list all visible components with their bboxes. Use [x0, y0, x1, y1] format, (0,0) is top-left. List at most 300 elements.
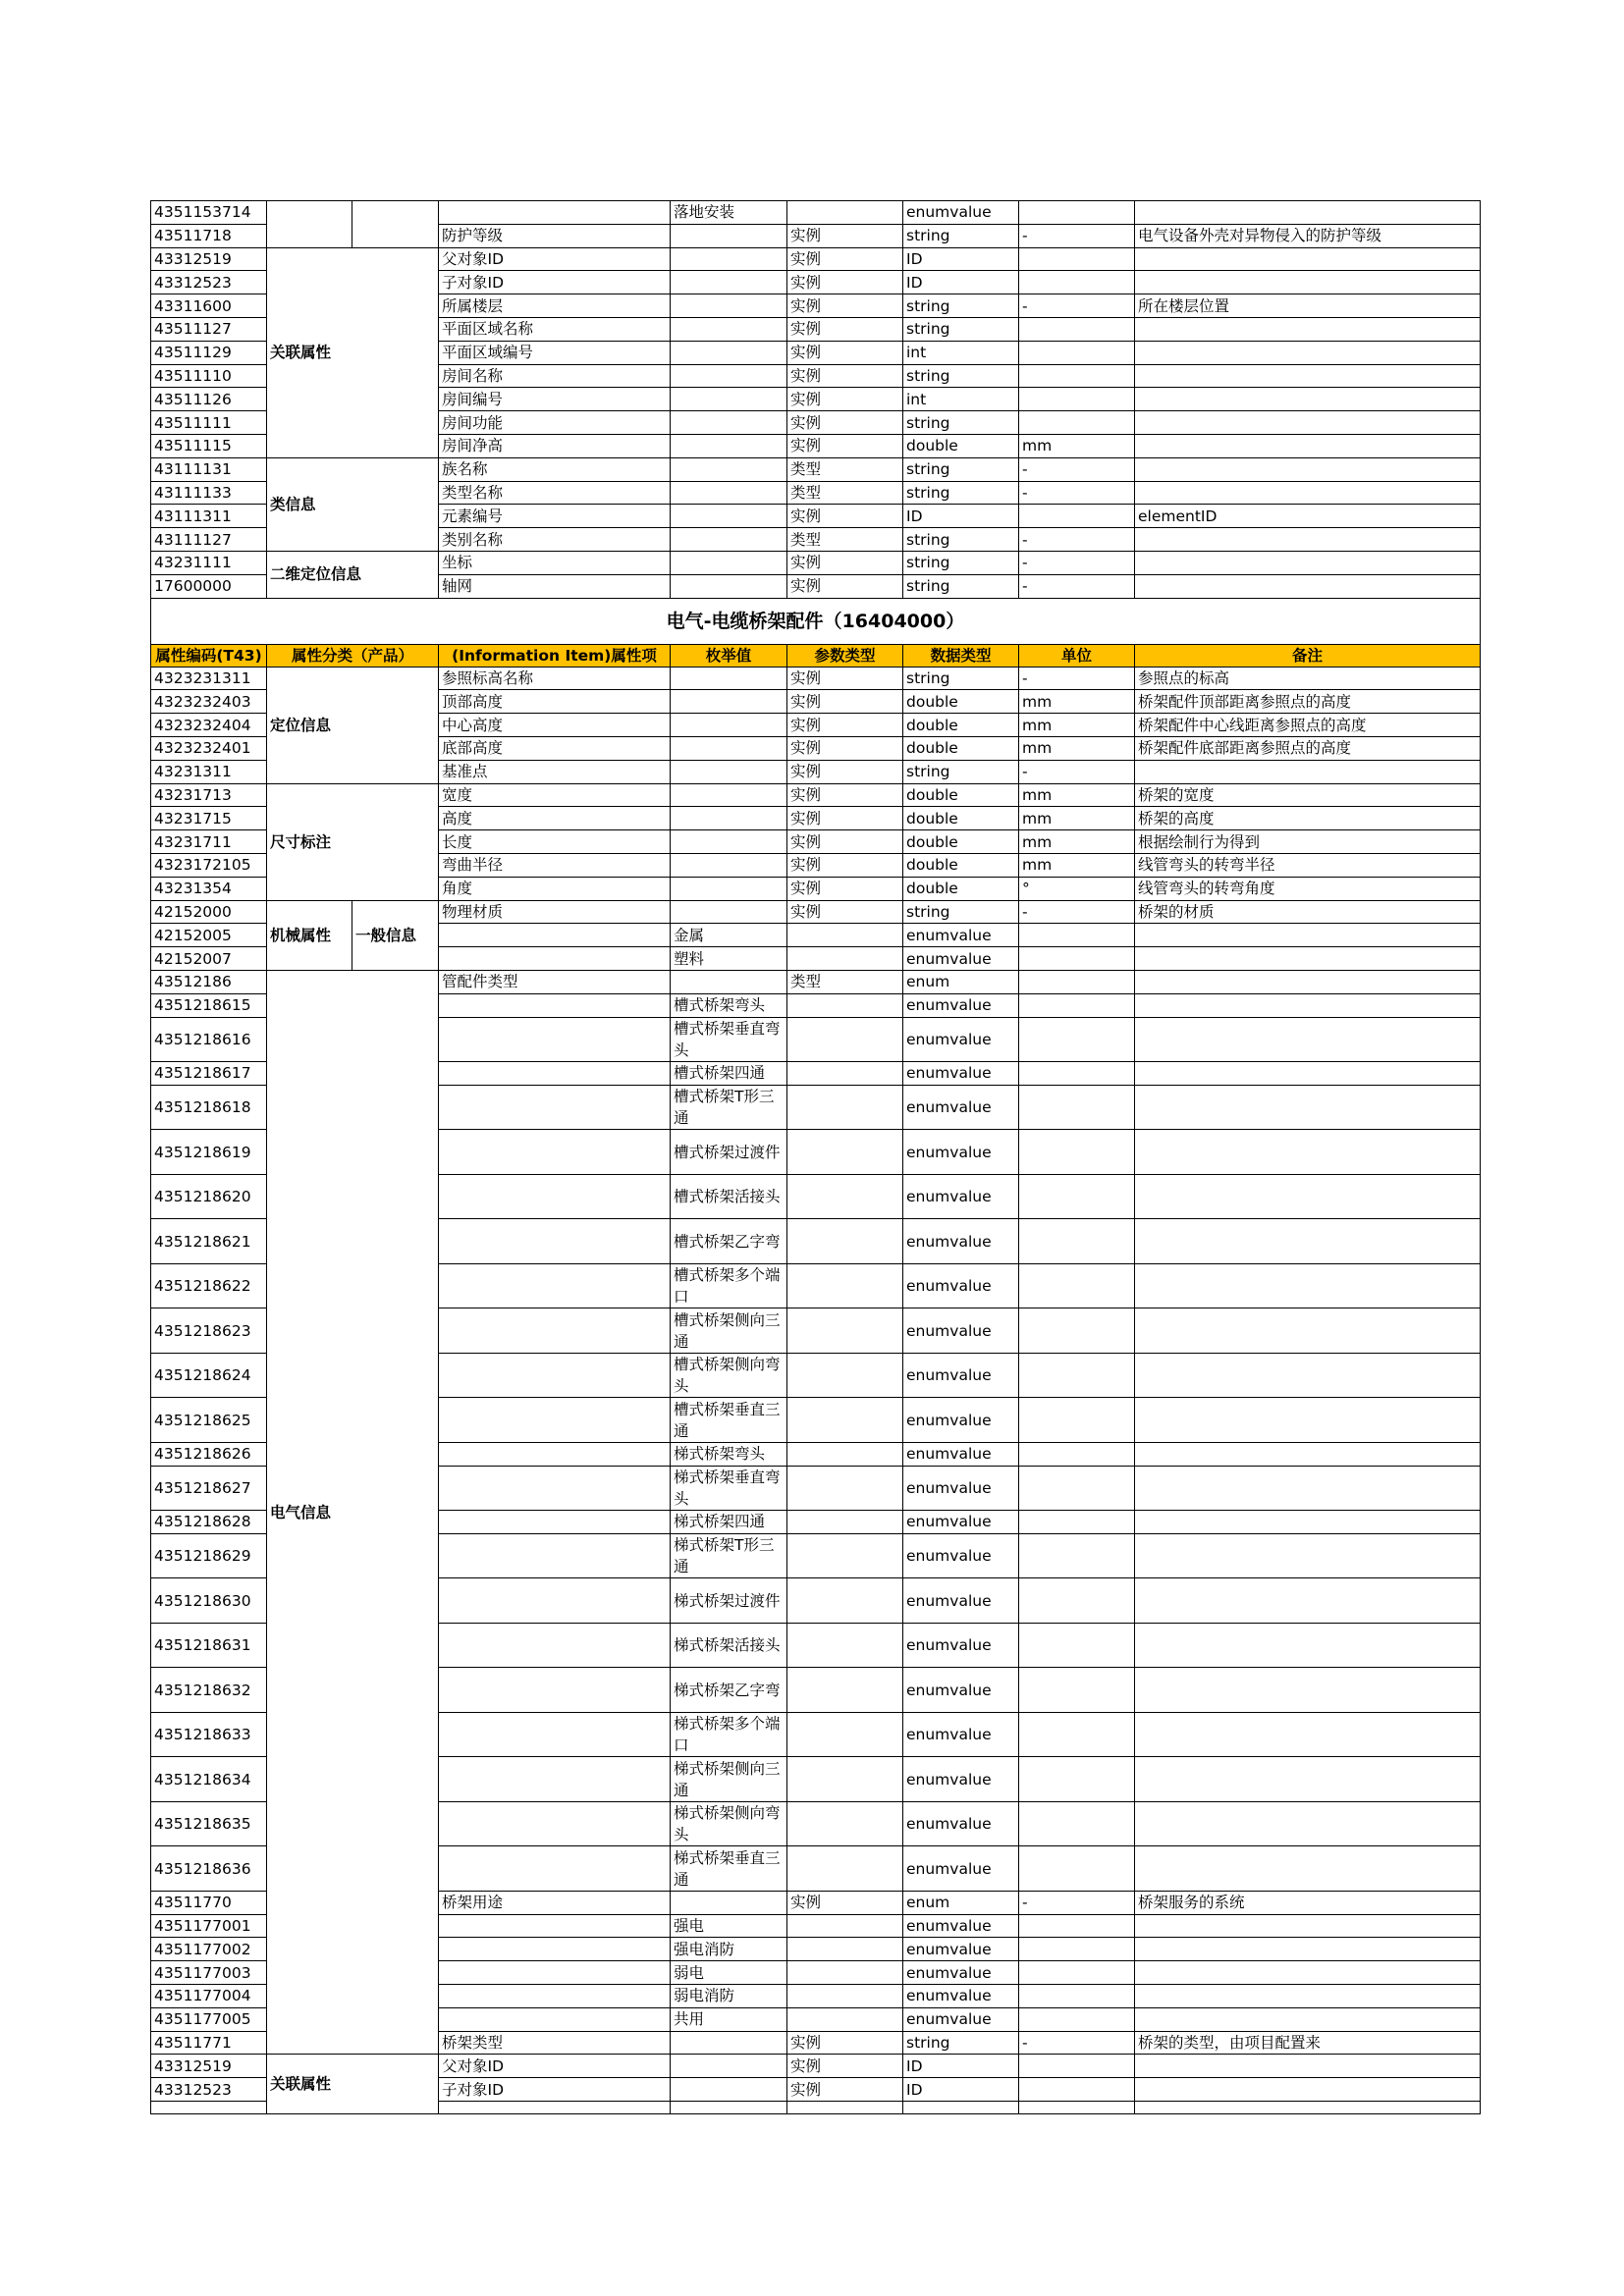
data-type-cell: enumvalue: [903, 1578, 1019, 1624]
code-cell: 4351177002: [151, 1938, 267, 1961]
remark-cell: [1135, 993, 1481, 1017]
param-type-cell: [787, 1219, 903, 1264]
remark-cell: 线管弯头的转弯角度: [1135, 877, 1481, 900]
remark-cell: [1135, 411, 1481, 435]
code-cell: 43111127: [151, 528, 267, 552]
code-cell: 4351218618: [151, 1085, 267, 1130]
data-type-cell: enumvalue: [903, 1712, 1019, 1757]
table-row: [151, 900, 1481, 924]
code-cell: 43311600: [151, 294, 267, 318]
remark-cell: [1135, 574, 1481, 598]
remark-cell: 桥架配件顶部距离参照点的高度: [1135, 690, 1481, 714]
data-type-cell: string: [903, 411, 1019, 435]
param-type-cell: [787, 1961, 903, 1985]
property-cell: [439, 1623, 671, 1668]
unit-cell: mm: [1019, 853, 1135, 877]
unit-cell: [1019, 247, 1135, 271]
property-cell: 角度: [439, 877, 671, 900]
property-cell: 长度: [439, 830, 671, 854]
enum-cell: 槽式桥架弯头: [671, 993, 787, 1017]
data-type-cell: enumvalue: [903, 1085, 1019, 1130]
param-type-cell: 实例: [787, 2055, 903, 2078]
table-row: [151, 2055, 1481, 2078]
attribute-table: [150, 200, 1481, 2114]
data-type-cell: string: [903, 574, 1019, 598]
code-cell: 43231713: [151, 783, 267, 807]
header-ptype: 参数类型: [787, 644, 903, 667]
empty-cell: [1019, 2102, 1135, 2114]
param-type-cell: 实例: [787, 364, 903, 388]
data-type-cell: enumvalue: [903, 993, 1019, 1017]
data-type-cell: enumvalue: [903, 1263, 1019, 1308]
param-type-cell: 实例: [787, 574, 903, 598]
property-cell: [439, 1085, 671, 1130]
enum-cell: [671, 574, 787, 598]
code-cell: 4351177004: [151, 1985, 267, 2008]
data-type-cell: enumvalue: [903, 1985, 1019, 2008]
property-cell: 中心高度: [439, 714, 671, 737]
param-type-cell: 实例: [787, 434, 903, 457]
property-cell: 底部高度: [439, 736, 671, 760]
enum-cell: 落地安装: [671, 201, 787, 225]
enum-cell: [671, 271, 787, 294]
remark-cell: [1135, 247, 1481, 271]
enum-cell: [671, 736, 787, 760]
param-type-cell: [787, 1757, 903, 1802]
property-cell: [439, 1914, 671, 1938]
enum-cell: [671, 388, 787, 411]
data-type-cell: int: [903, 341, 1019, 364]
code-cell: 4351218619: [151, 1130, 267, 1175]
remark-cell: [1135, 388, 1481, 411]
property-cell: [439, 1985, 671, 2008]
param-type-cell: [787, 1442, 903, 1466]
code-cell: 4351218630: [151, 1578, 267, 1624]
category-cell: 关联属性: [267, 247, 439, 457]
code-cell: 43231711: [151, 830, 267, 854]
code-cell: 4351177005: [151, 2007, 267, 2031]
property-cell: [439, 1511, 671, 1534]
property-cell: 高度: [439, 807, 671, 830]
unit-cell: [1019, 993, 1135, 1017]
unit-cell: [1019, 970, 1135, 993]
param-type-cell: [787, 1017, 903, 1062]
data-type-cell: enumvalue: [903, 1914, 1019, 1938]
data-type-cell: string: [903, 900, 1019, 924]
property-cell: 基准点: [439, 760, 671, 783]
code-cell: 43511111: [151, 411, 267, 435]
property-cell: [439, 924, 671, 947]
code-cell: 4351177003: [151, 1961, 267, 1985]
unit-cell: [1019, 1442, 1135, 1466]
data-type-cell: enumvalue: [903, 1017, 1019, 1062]
property-cell: 防护等级: [439, 224, 671, 247]
data-type-cell: enumvalue: [903, 1668, 1019, 1713]
property-cell: 轴网: [439, 574, 671, 598]
remark-cell: [1135, 1511, 1481, 1534]
code-cell: 4323232404: [151, 714, 267, 737]
remark-cell: [1135, 457, 1481, 481]
enum-cell: [671, 714, 787, 737]
property-cell: 管配件类型: [439, 970, 671, 993]
remark-cell: 桥架配件中心线距离参照点的高度: [1135, 714, 1481, 737]
code-cell: 4351218633: [151, 1712, 267, 1757]
property-cell: [439, 1668, 671, 1713]
remark-cell: 参照点的标高: [1135, 667, 1481, 690]
property-cell: 物理材质: [439, 900, 671, 924]
category-cell: 机械属性: [267, 900, 352, 970]
unit-cell: mm: [1019, 714, 1135, 737]
property-cell: [439, 1801, 671, 1846]
table-row: [151, 457, 1481, 481]
property-cell: 平面区域名称: [439, 317, 671, 341]
property-cell: [439, 1174, 671, 1219]
param-type-cell: 实例: [787, 271, 903, 294]
param-type-cell: [787, 947, 903, 971]
enum-cell: [671, 2078, 787, 2102]
remark-cell: [1135, 434, 1481, 457]
unit-cell: [1019, 1511, 1135, 1534]
property-cell: 类型名称: [439, 481, 671, 505]
param-type-cell: 类型: [787, 528, 903, 552]
unit-cell: -: [1019, 574, 1135, 598]
enum-cell: [671, 690, 787, 714]
param-type-cell: [787, 1062, 903, 1086]
param-type-cell: [787, 1353, 903, 1398]
remark-cell: [1135, 1174, 1481, 1219]
enum-cell: [671, 807, 787, 830]
category-cell: 一般信息: [352, 900, 439, 970]
unit-cell: [1019, 1533, 1135, 1578]
property-cell: [439, 1961, 671, 1985]
remark-cell: [1135, 1353, 1481, 1398]
data-type-cell: enumvalue: [903, 1353, 1019, 1398]
code-cell: 4351218636: [151, 1846, 267, 1892]
code-cell: 17600000: [151, 574, 267, 598]
enum-cell: 槽式桥架T形三通: [671, 1085, 787, 1130]
property-cell: [439, 1533, 671, 1578]
code-cell: 4351218622: [151, 1263, 267, 1308]
code-cell: 43111311: [151, 505, 267, 528]
code-cell: 43511127: [151, 317, 267, 341]
enum-cell: [671, 434, 787, 457]
code-cell: 4323232403: [151, 690, 267, 714]
property-cell: [439, 1263, 671, 1308]
unit-cell: [1019, 1263, 1135, 1308]
code-cell: 43511771: [151, 2031, 267, 2055]
remark-cell: [1135, 1846, 1481, 1892]
category-cell: 类信息: [267, 457, 439, 551]
category-cell: 二维定位信息: [267, 551, 439, 598]
param-type-cell: [787, 1533, 903, 1578]
remark-cell: [1135, 1442, 1481, 1466]
data-type-cell: ID: [903, 247, 1019, 271]
remark-cell: [1135, 1017, 1481, 1062]
subcategory-cell: [352, 201, 439, 248]
unit-cell: [1019, 2055, 1135, 2078]
property-cell: [439, 1219, 671, 1264]
unit-cell: mm: [1019, 783, 1135, 807]
data-type-cell: string: [903, 2031, 1019, 2055]
enum-cell: [671, 2031, 787, 2055]
property-cell: 所属楼层: [439, 294, 671, 318]
remark-cell: 桥架的材质: [1135, 900, 1481, 924]
data-type-cell: enumvalue: [903, 1757, 1019, 1802]
remark-cell: [1135, 341, 1481, 364]
param-type-cell: [787, 1174, 903, 1219]
table-row: [151, 201, 1481, 225]
remark-cell: [1135, 1263, 1481, 1308]
property-cell: [439, 1308, 671, 1354]
enum-cell: 强电消防: [671, 1938, 787, 1961]
data-type-cell: enumvalue: [903, 1846, 1019, 1892]
param-type-cell: [787, 201, 903, 225]
unit-cell: mm: [1019, 690, 1135, 714]
param-type-cell: [787, 1263, 903, 1308]
property-cell: [439, 1466, 671, 1511]
param-type-cell: 实例: [787, 760, 903, 783]
param-type-cell: 实例: [787, 341, 903, 364]
unit-cell: [1019, 1801, 1135, 1846]
param-type-cell: [787, 1668, 903, 1713]
code-cell: 43511126: [151, 388, 267, 411]
enum-cell: 共用: [671, 2007, 787, 2031]
remark-cell: [1135, 1130, 1481, 1175]
data-type-cell: ID: [903, 505, 1019, 528]
empty-cell: [787, 2102, 903, 2114]
data-type-cell: enumvalue: [903, 1398, 1019, 1443]
table-row: [151, 783, 1481, 807]
data-type-cell: ID: [903, 2055, 1019, 2078]
param-type-cell: [787, 1308, 903, 1354]
remark-cell: [1135, 760, 1481, 783]
code-cell: 4351218625: [151, 1398, 267, 1443]
unit-cell: °: [1019, 877, 1135, 900]
enum-cell: 槽式桥架过渡件: [671, 1130, 787, 1175]
enum-cell: [671, 247, 787, 271]
header-code: 属性编码(T43): [151, 644, 267, 667]
code-cell: 42152000: [151, 900, 267, 924]
property-cell: 房间净高: [439, 434, 671, 457]
property-cell: 类别名称: [439, 528, 671, 552]
code-cell: 43231354: [151, 877, 267, 900]
data-type-cell: double: [903, 736, 1019, 760]
enum-cell: 槽式桥架垂直三通: [671, 1398, 787, 1443]
enum-cell: 强电: [671, 1914, 787, 1938]
remark-cell: [1135, 1466, 1481, 1511]
enum-cell: 梯式桥架过渡件: [671, 1578, 787, 1624]
unit-cell: [1019, 505, 1135, 528]
data-type-cell: enumvalue: [903, 1308, 1019, 1354]
remark-cell: [1135, 1914, 1481, 1938]
param-type-cell: 实例: [787, 807, 903, 830]
data-type-cell: string: [903, 294, 1019, 318]
data-type-cell: int: [903, 388, 1019, 411]
data-type-cell: double: [903, 877, 1019, 900]
data-type-cell: enumvalue: [903, 1533, 1019, 1578]
remark-cell: 桥架的宽度: [1135, 783, 1481, 807]
property-cell: [439, 1062, 671, 1086]
param-type-cell: [787, 1801, 903, 1846]
remark-cell: [1135, 1085, 1481, 1130]
unit-cell: -: [1019, 760, 1135, 783]
remark-cell: [1135, 317, 1481, 341]
param-type-cell: [787, 1130, 903, 1175]
empty-cell: [903, 2102, 1019, 2114]
remark-cell: [1135, 364, 1481, 388]
data-type-cell: enumvalue: [903, 1219, 1019, 1264]
unit-cell: [1019, 411, 1135, 435]
unit-cell: -: [1019, 457, 1135, 481]
param-type-cell: [787, 1398, 903, 1443]
unit-cell: [1019, 1985, 1135, 2008]
param-type-cell: 实例: [787, 2031, 903, 2055]
enum-cell: 梯式桥架活接头: [671, 1623, 787, 1668]
unit-cell: [1019, 1623, 1135, 1668]
enum-cell: 金属: [671, 924, 787, 947]
remark-cell: 桥架的类型，由项目配置来: [1135, 2031, 1481, 2055]
remark-cell: [1135, 1757, 1481, 1802]
remark-cell: 桥架配件底部距离参照点的高度: [1135, 736, 1481, 760]
param-type-cell: 实例: [787, 877, 903, 900]
param-type-cell: 实例: [787, 388, 903, 411]
property-cell: 父对象ID: [439, 2055, 671, 2078]
property-cell: 子对象ID: [439, 271, 671, 294]
enum-cell: 槽式桥架垂直弯头: [671, 1017, 787, 1062]
enum-cell: [671, 341, 787, 364]
enum-cell: [671, 551, 787, 574]
unit-cell: [1019, 1466, 1135, 1511]
code-cell: 43231111: [151, 551, 267, 574]
data-type-cell: enumvalue: [903, 2007, 1019, 2031]
enum-cell: 梯式桥架侧向三通: [671, 1757, 787, 1802]
data-type-cell: string: [903, 481, 1019, 505]
data-type-cell: enum: [903, 970, 1019, 993]
code-cell: 43312523: [151, 2078, 267, 2102]
param-type-cell: 实例: [787, 783, 903, 807]
data-type-cell: ID: [903, 271, 1019, 294]
enum-cell: [671, 900, 787, 924]
data-type-cell: enumvalue: [903, 947, 1019, 971]
data-type-cell: enumvalue: [903, 1442, 1019, 1466]
param-type-cell: 实例: [787, 690, 903, 714]
unit-cell: [1019, 1668, 1135, 1713]
code-cell: 43511115: [151, 434, 267, 457]
data-type-cell: string: [903, 667, 1019, 690]
data-type-cell: double: [903, 690, 1019, 714]
code-cell: 4351218629: [151, 1533, 267, 1578]
unit-cell: [1019, 201, 1135, 225]
code-cell: 4351218617: [151, 1062, 267, 1086]
remark-cell: [1135, 1985, 1481, 2008]
enum-cell: 槽式桥架侧向三通: [671, 1308, 787, 1354]
table-row: [151, 551, 1481, 574]
data-type-cell: enumvalue: [903, 924, 1019, 947]
code-cell: 42152005: [151, 924, 267, 947]
property-cell: 顶部高度: [439, 690, 671, 714]
property-cell: 弯曲半径: [439, 853, 671, 877]
data-type-cell: double: [903, 807, 1019, 830]
unit-cell: [1019, 364, 1135, 388]
enum-cell: 梯式桥架垂直三通: [671, 1846, 787, 1892]
remark-cell: [1135, 1578, 1481, 1624]
remark-cell: [1135, 924, 1481, 947]
section-title: 电气-电缆桥架配件（16404000）: [151, 598, 1481, 644]
code-cell: 4351177001: [151, 1914, 267, 1938]
param-type-cell: 实例: [787, 411, 903, 435]
enum-cell: [671, 505, 787, 528]
unit-cell: [1019, 1961, 1135, 1985]
code-cell: 43111131: [151, 457, 267, 481]
data-type-cell: string: [903, 364, 1019, 388]
enum-cell: 弱电: [671, 1961, 787, 1985]
data-type-cell: enumvalue: [903, 201, 1019, 225]
data-type-cell: double: [903, 434, 1019, 457]
unit-cell: -: [1019, 528, 1135, 552]
property-cell: [439, 1712, 671, 1757]
code-cell: 4351218635: [151, 1801, 267, 1846]
unit-cell: [1019, 2007, 1135, 2031]
remark-cell: elementID: [1135, 505, 1481, 528]
header-category: 属性分类（产品）: [267, 644, 439, 667]
category-cell: 定位信息: [267, 667, 439, 783]
data-type-cell: enumvalue: [903, 1466, 1019, 1511]
remark-cell: [1135, 1668, 1481, 1713]
remark-cell: [1135, 551, 1481, 574]
category-cell: 尺寸标注: [267, 783, 439, 900]
param-type-cell: 实例: [787, 667, 903, 690]
unit-cell: [1019, 1308, 1135, 1354]
data-type-cell: enumvalue: [903, 1174, 1019, 1219]
property-cell: [439, 1757, 671, 1802]
param-type-cell: 实例: [787, 830, 903, 854]
enum-cell: 槽式桥架多个端口: [671, 1263, 787, 1308]
remark-cell: [1135, 947, 1481, 971]
code-cell: 4351218626: [151, 1442, 267, 1466]
remark-cell: 桥架的高度: [1135, 807, 1481, 830]
remark-cell: [1135, 1308, 1481, 1354]
data-type-cell: string: [903, 457, 1019, 481]
param-type-cell: [787, 1712, 903, 1757]
data-type-cell: enumvalue: [903, 1511, 1019, 1534]
remark-cell: 桥架服务的系统: [1135, 1891, 1481, 1914]
enum-cell: [671, 364, 787, 388]
property-cell: 父对象ID: [439, 247, 671, 271]
unit-cell: [1019, 1219, 1135, 1264]
code-cell: 43312519: [151, 247, 267, 271]
param-type-cell: 实例: [787, 714, 903, 737]
enum-cell: 梯式桥架弯头: [671, 1442, 787, 1466]
remark-cell: [1135, 1801, 1481, 1846]
property-cell: 平面区域编号: [439, 341, 671, 364]
data-type-cell: string: [903, 760, 1019, 783]
remark-cell: [1135, 2078, 1481, 2102]
unit-cell: -: [1019, 900, 1135, 924]
data-type-cell: enumvalue: [903, 1961, 1019, 1985]
property-cell: 参照标高名称: [439, 667, 671, 690]
param-type-cell: [787, 1623, 903, 1668]
property-cell: 桥架用途: [439, 1891, 671, 1914]
property-cell: 子对象ID: [439, 2078, 671, 2102]
header-enum: 枚举值: [671, 644, 787, 667]
data-type-cell: enumvalue: [903, 1062, 1019, 1086]
remark-cell: 所在楼层位置: [1135, 294, 1481, 318]
code-cell: 4351218620: [151, 1174, 267, 1219]
enum-cell: [671, 783, 787, 807]
param-type-cell: [787, 1914, 903, 1938]
property-cell: [439, 1130, 671, 1175]
param-type-cell: 实例: [787, 2078, 903, 2102]
